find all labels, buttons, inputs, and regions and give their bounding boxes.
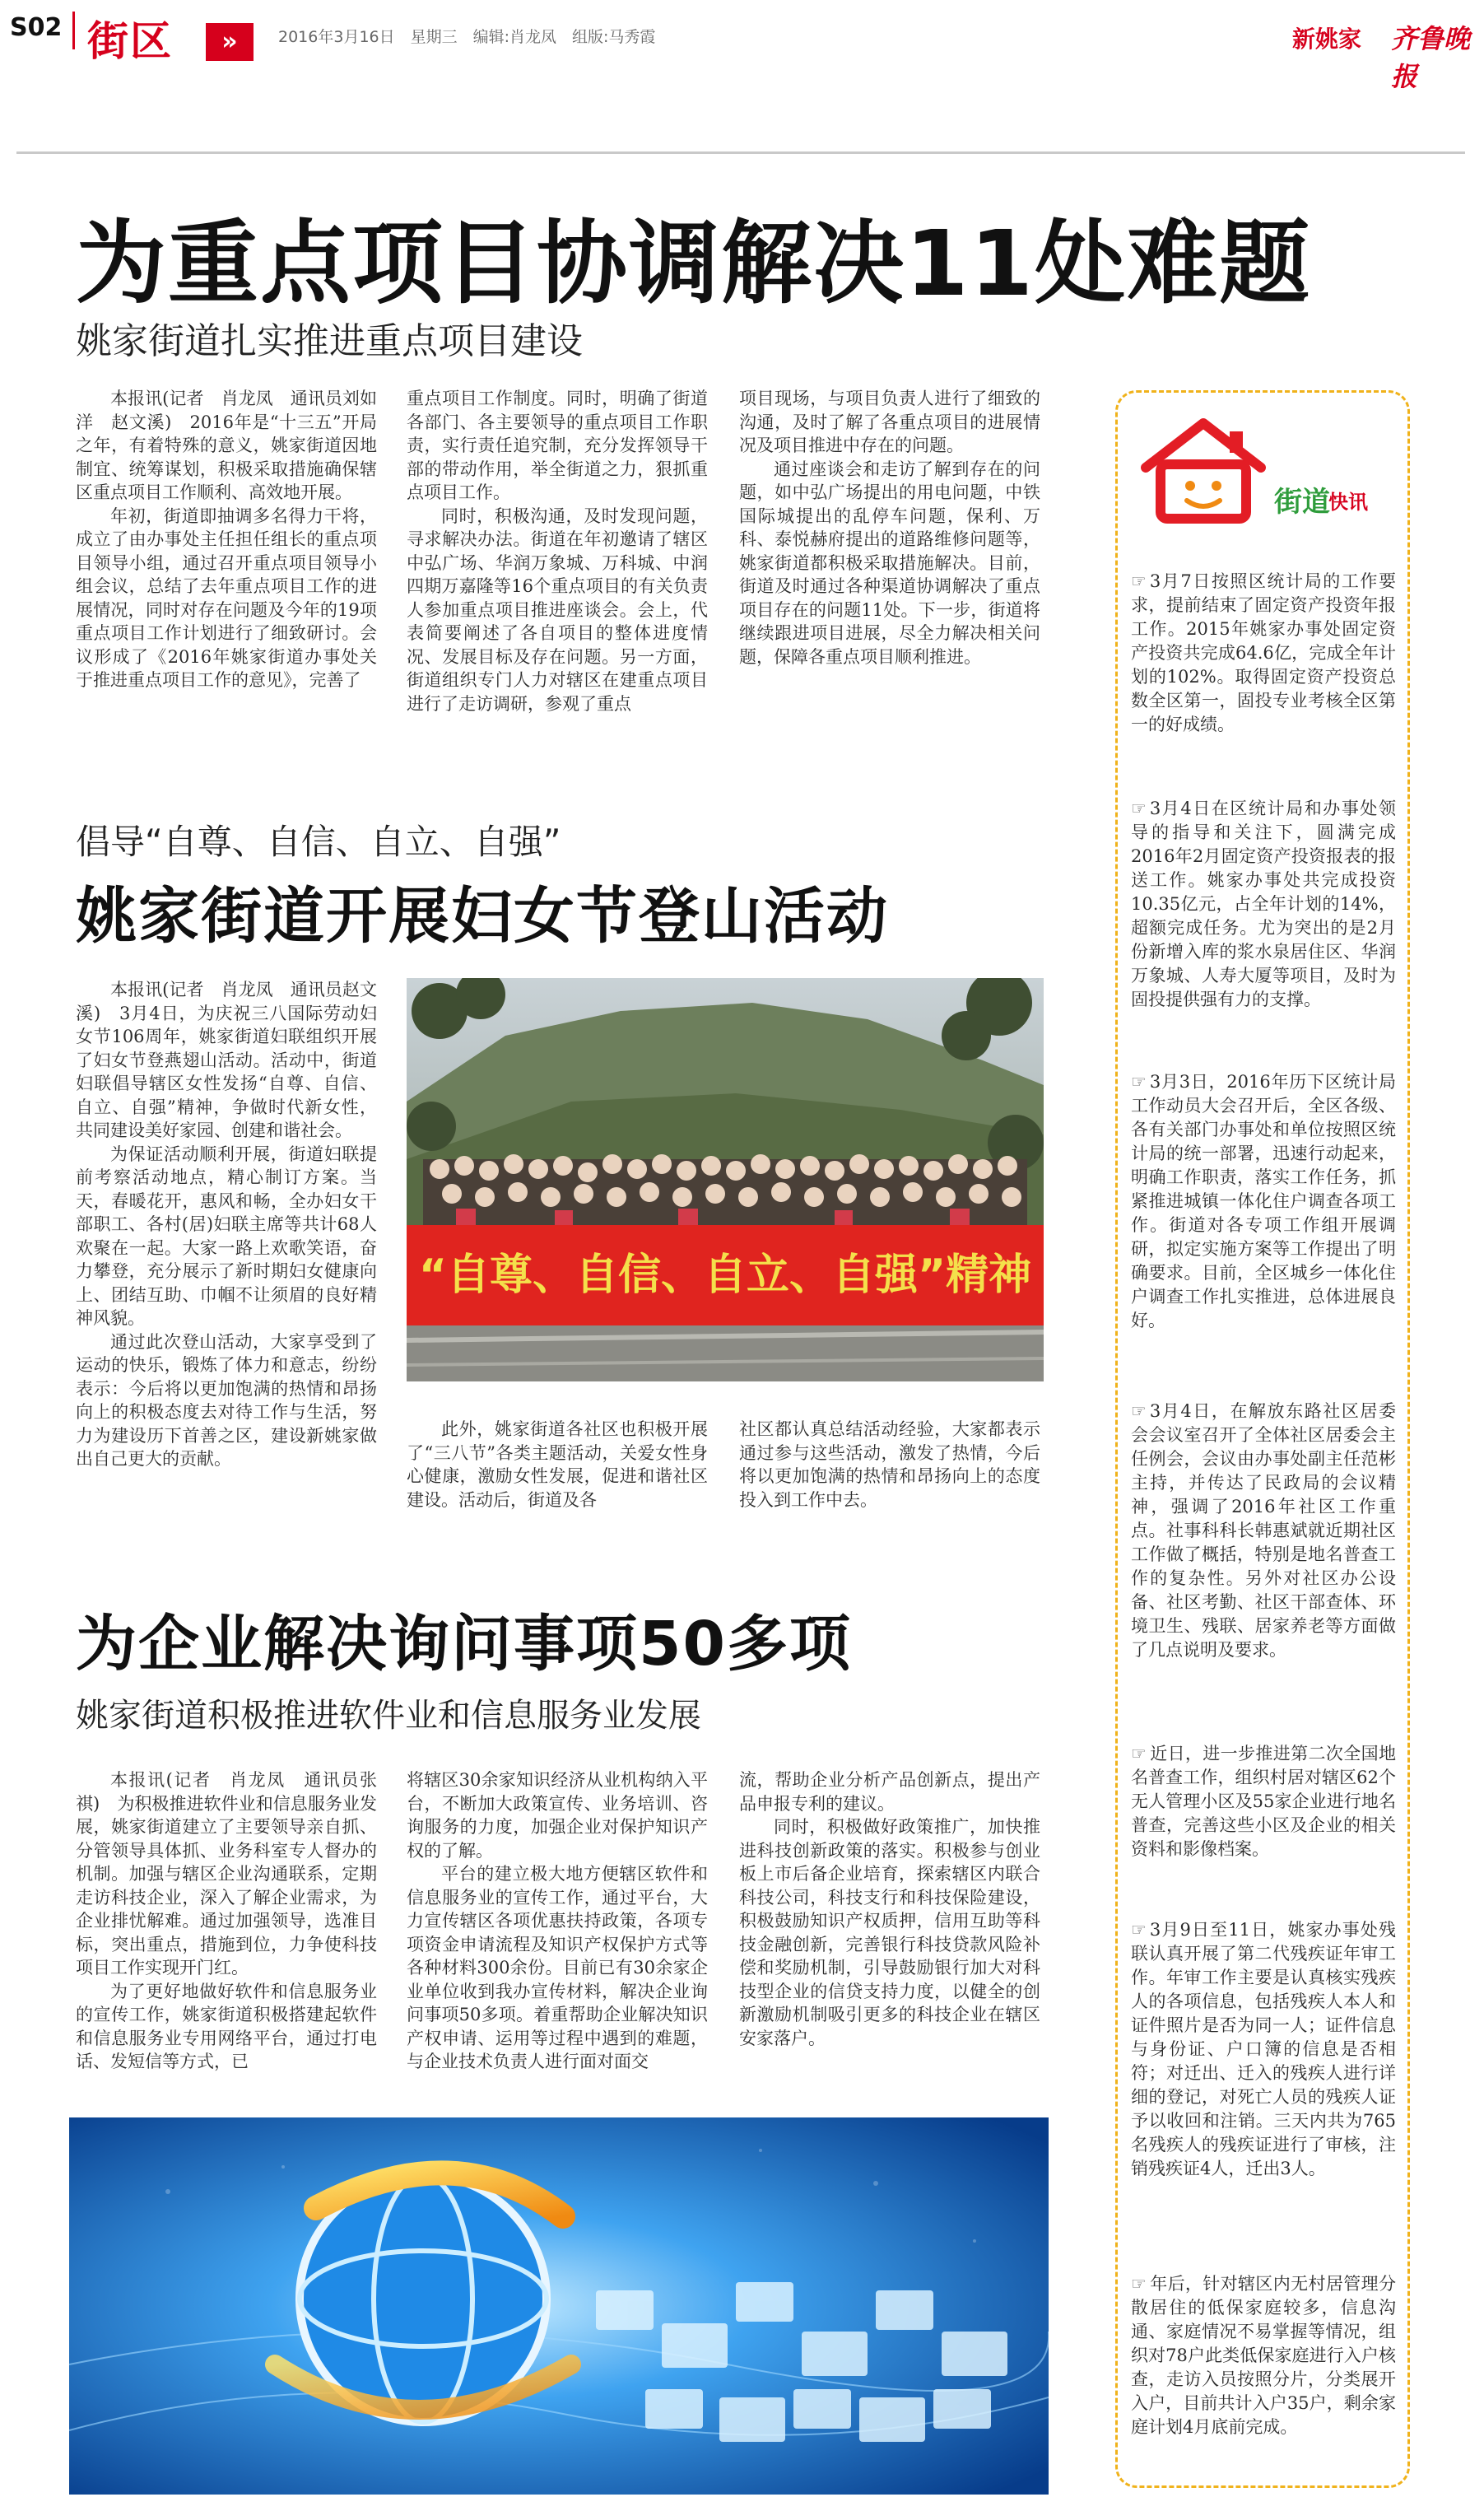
sidebar-news-text: 3月3日，2016年历下区统计局工作动员大会召开后，全区各级、各有关部门办事处和单位按照区统计局的统一部署，迅速行动起来，明确工作职责，落实工作任务，抓紧推进城镇一体化住户调查各项工作。街道对各专项工作组开展调研，拟定实施方案等工作提出了明确要求。目前，全区城乡一体化住户调查工作扎实推进，总体进展良好。 [1131, 1072, 1396, 1330]
article2-kicker: 倡导“自尊、自信、自立、自强” [76, 822, 561, 862]
article1-paragraph: 通过座谈会和走访了解到存在的问题，如中弘广场提出的用电问题，中铁国际城提出的乱停车问题，保利、万科、泰悦赫府提出的道路维修问题等，姚家街道都积极采取措施解决。目前，街道及时通过各种渠道协调解决了重点项目存在的问题11处。下一步，街道将继续跟进项目进展，尽全力解决相关问题，保障各重点项目顺利推进。 [739, 459, 1040, 667]
browser-globe-illustration [69, 2117, 1049, 2495]
sidebar-news-text: 3月9日至11日，姚家办事处残联认真开展了第二代残疾证年审工作。年审工作主要是认真核实残疾人的各项信息，包括残疾人本人和证件照片是否为同一人；证件信息与身份证、户口簿的信息是否相符；对迁出、迁入的残疾人进行详细的登记，对死亡人员的残疾人证予以收回和注销。三天内共为765名残疾人的残疾证进行了审核，注销残疾证4人，迁出3人。 [1131, 1920, 1396, 2178]
article3-column-3 [739, 1768, 1040, 2098]
article2-paragraph: 本报讯(记者 肖龙凤 通讯员赵文溪) 3月4日，为庆祝三八国际劳动妇女节106周年，姚家街道妇联组织开展了妇女节登燕翅山活动。活动中，街道妇联倡导辖区女性发扬“自尊、自信、自立、自强”精神，争做时代新女性，共同建设美好家园、创建和谐社会。 [76, 980, 377, 1140]
article3-paragraph: 流，帮助企业分析产品创新点，提出产品申报专利的建议。 [739, 1770, 1040, 1814]
sidebar-news-text: 年后，针对辖区内无村居管理分散居住的低保家庭较多，信息沟通、家庭情况不易掌握等情况，组织对78户此类低保家庭进行入户核查，走访入员按照分片，分类展开入户，目前共计入户35户，剩余家庭计划4月底前完成。 [1131, 2274, 1396, 2437]
sidebar-news-item [1131, 1400, 1396, 1662]
article1-paragraph: 本报讯(记者 肖龙凤 通讯员刘如洋 赵文溪) 2016年是“十三五”开局之年，有着特殊的意义，姚家街道因地制宜、统筹谋划，积极采取措施确保辖区重点项目工作顺利、高效地开展。 [76, 389, 377, 502]
header-rule [16, 151, 1465, 154]
article2-paragraph: 为保证活动顺利开展，街道妇联提前考察活动地点，精心制订方案。当天，春暖花开，惠风和畅，全办妇女干部职工、各村(居)妇联主席等共计68人欢聚在一起。大家一路上欢歌笑语，奋力攀登，充分展示了新时期妇女健康向上、团结互助、巾帼不让须眉的良好精神风貌。 [76, 1144, 377, 1328]
article2-column-2 [407, 1418, 708, 1533]
sidebar-title-suffix: 快讯 [1328, 491, 1368, 514]
issue-meta: 2016年3月16日 星期三 编辑:肖龙凤 组版:马秀霞 [278, 28, 656, 46]
section-arrow-icon: » [206, 23, 254, 61]
article2-paragraph: 社区都认真总结活动经验，大家都表示通过参与这些活动，激发了热情，今后将以更加饱满的热情和昂扬向上的态度投入到工作中去。 [739, 1419, 1040, 1510]
pointing-hand-icon: ☞ [1131, 799, 1147, 818]
article1-paragraph: 重点项目工作制度。同时，明确了街道各部门、各主要领导的重点项目工作职责，实行责任追究制，充分发挥领导干部的带动作用，举全街道之力，狠抓重点项目工作。 [407, 389, 708, 502]
sidebar-news-text: 近日，进一步推进第二次全国地名普查工作，组织村居对辖区62个无人管理小区及55家企业进行地名普查，完善这些小区及企业的相关资料和影像档案。 [1131, 1744, 1396, 1859]
article3-headline: 为企业解决询问事项50多项 [76, 1609, 852, 1679]
sidebar-news-item [1131, 2272, 1396, 2439]
sidebar-news-item [1131, 570, 1396, 737]
article1-paragraph: 年初，街道即抽调多名得力干将，成立了由办事处主任担任组长的重点项目领导小组，通过召开重点项目领导小组会议，总结了去年重点项目工作的进展情况，同时对存在问题及今年的19项重点项目工作计划进行了细致研讨。会议形成了《2016年姚家街道办事处关于推进重点项目工作的意见》，完善了 [76, 505, 377, 690]
sidebar-title: 街道 [1274, 486, 1330, 519]
pointing-hand-icon: ☞ [1131, 1072, 1147, 1092]
newspaper-logo: 齐鲁晚报 [1391, 23, 1471, 92]
sidebar-news-text: 3月4日在区统计局和办事处领导的指导和关注下，圆满完成2016年2月固定资产投资报表的报送工作。姚家办事处共完成投资10.35亿元，占全年计划的14%，超额完成任务。尤为突出的是2月份新增入库的浆水泉居住区、华润万象城、人寿大厦等项目，及时为固投提供强有力的支撑。 [1131, 799, 1396, 1009]
sidebar-news-text: 3月4日，在解放东路社区居委会会议室召开了全体社区居委会主任例会，会议由办事处副主任范彬主持，并传达了民政局的会议精神，强调了2016年社区工作重点。社事科科长韩惠斌就近期社区工作做了概括，特别是地名普查工作的复杂性。另外对社区办公设备、社区考勤、社区干部查体、环境卫生、残联、居家养老等方面做了几点说明及要求。 [1131, 1401, 1396, 1660]
article1-paragraph: 同时，积极沟通，及时发现问题，寻求解决办法。街道在年初邀请了辖区中弘广场、华润万象城、万科城、中润四期万嘉隆等16个重点项目的有关负责人参加重点项目推进座谈会。会上，代表简要阐述了各自项目的整体进度情况、发展目标及存在问题。另一方面，街道组织专门人力对辖区在建重点项目进行了走访调研，参观了重点 [407, 505, 708, 714]
article3-paragraph: 将辖区30余家知识经济从业机构纳入平台，不断加大政策宣传、业务培训、咨询服务的力度，加强企业对保护知识产权的了解。 [407, 1770, 708, 1861]
hiking-group-photo [407, 978, 1044, 1381]
article3-paragraph: 平台的建立极大地方便辖区软件和信息服务业的宣传工作，通过平台，大力宣传辖区各项优惠扶持政策，各项专项资金申请流程及知识产权保护方式等各种材料300余份。目前已有30余家企业单位收到我办宣传材料，解决企业询问事项50多项。着重帮助企业解决知识产权申请、运用等过程中遇到的难题，与企业技术负责人进行面对面交 [407, 1864, 708, 2071]
brand-label: 新姚家 [1292, 26, 1362, 53]
article1-paragraph: 项目现场，与项目负责人进行了细致的沟通，及时了解了各重点项目的进展情况及项目推进中存在的问题。 [739, 389, 1040, 455]
article3-column-2 [407, 1768, 708, 2098]
article2-paragraph: 此外，姚家街道各社区也积极开展了“三八节”各类主题活动，关爱女性身心健康，激励女性发展，促进和谐社区建设。活动后，街道及各 [407, 1419, 708, 1510]
article3-column-1 [76, 1768, 377, 2098]
pointing-hand-icon: ☞ [1131, 571, 1147, 591]
sidebar-news-item [1131, 797, 1396, 1012]
article2-column-1 [76, 978, 377, 1538]
sidebar-news-item [1131, 1070, 1396, 1333]
banner-text: “自尊、自信、自立、自强”精神 [418, 1251, 1032, 1300]
sidebar-news-text: 3月7日按照区统计局的工作要求，提前结束了固定资产投资年报工作。2015年姚家办事处固定资产投资共完成64.6亿，完成全年计划的102%。取得固定资产投资总数全区第一，固投专业考核全区第一的好成绩。 [1131, 571, 1396, 734]
article1-subtitle: 姚家街道扎实推进重点项目建设 [76, 320, 583, 362]
article1-column-2 [407, 387, 708, 733]
article2-paragraph: 通过此次登山活动，大家享受到了运动的快乐，锻炼了体力和意志，纷纷表示：今后将以更加饱满的热情和昂扬向上的积极态度去对待工作与生活，努力为建设历下首善之区，建设新姚家做出自己更大的贡献。 [76, 1331, 377, 1469]
article2-headline: 姚家街道开展妇女节登山活动 [76, 881, 889, 952]
section-title: 街区 [87, 17, 173, 65]
article1-column-3 [739, 387, 1040, 733]
sidebar-news-item [1131, 1742, 1396, 1861]
article2-column-3 [739, 1418, 1040, 1533]
pointing-hand-icon: ☞ [1131, 1401, 1147, 1421]
pointing-hand-icon: ☞ [1131, 2274, 1147, 2294]
page-number: S02 [10, 13, 63, 42]
technology-illustration [69, 2117, 1049, 2495]
article1-headline: 为重点项目协调解决11处难题 [76, 211, 1312, 316]
article3-paragraph: 同时，积极做好政策推广，加快推进科技创新政策的落实。积极参与创业板上市后备企业培育，探索辖区内联合科技公司，科技支行和科技保险建设，积极鼓励知识产权质押，信用互助等科技金融创新，完善银行科技贷款风险补偿和奖励机制，引导鼓励银行加大对科技型企业的信贷支持力度，以健全的创新激励机制吸引更多的科技企业在辖区安家落户。 [739, 1817, 1040, 2048]
sidebar-news-item [1131, 1918, 1396, 2181]
header-divider [72, 12, 75, 49]
article3-paragraph: 为了更好地做好软件和信息服务业的宣传工作，姚家街道积极搭建起软件和信息服务业专用网络平台，通过打电话、发短信等方式，已 [76, 1981, 377, 2071]
pointing-hand-icon: ☞ [1131, 1744, 1147, 1763]
hiking-photo-illustration [407, 978, 1044, 1381]
pointing-hand-icon: ☞ [1131, 1920, 1147, 1940]
article1-column-1 [76, 387, 377, 733]
article3-paragraph: 本报讯(记者 肖龙凤 通讯员张祺) 为积极推进软件业和信息服务业发展，姚家街道建立了主要领导亲自抓、分管领导具体抓、业务科室专人督办的机制。加强与辖区企业沟通联系，定期走访科技企业，深入了解企业需求，为企业排忧解难。通过加强领导，选准目标，突出重点，措施到位，力争使科技项目工作实现开门红。 [76, 1770, 377, 1978]
article3-subtitle: 姚家街道积极推进软件业和信息服务业发展 [76, 1697, 701, 1735]
